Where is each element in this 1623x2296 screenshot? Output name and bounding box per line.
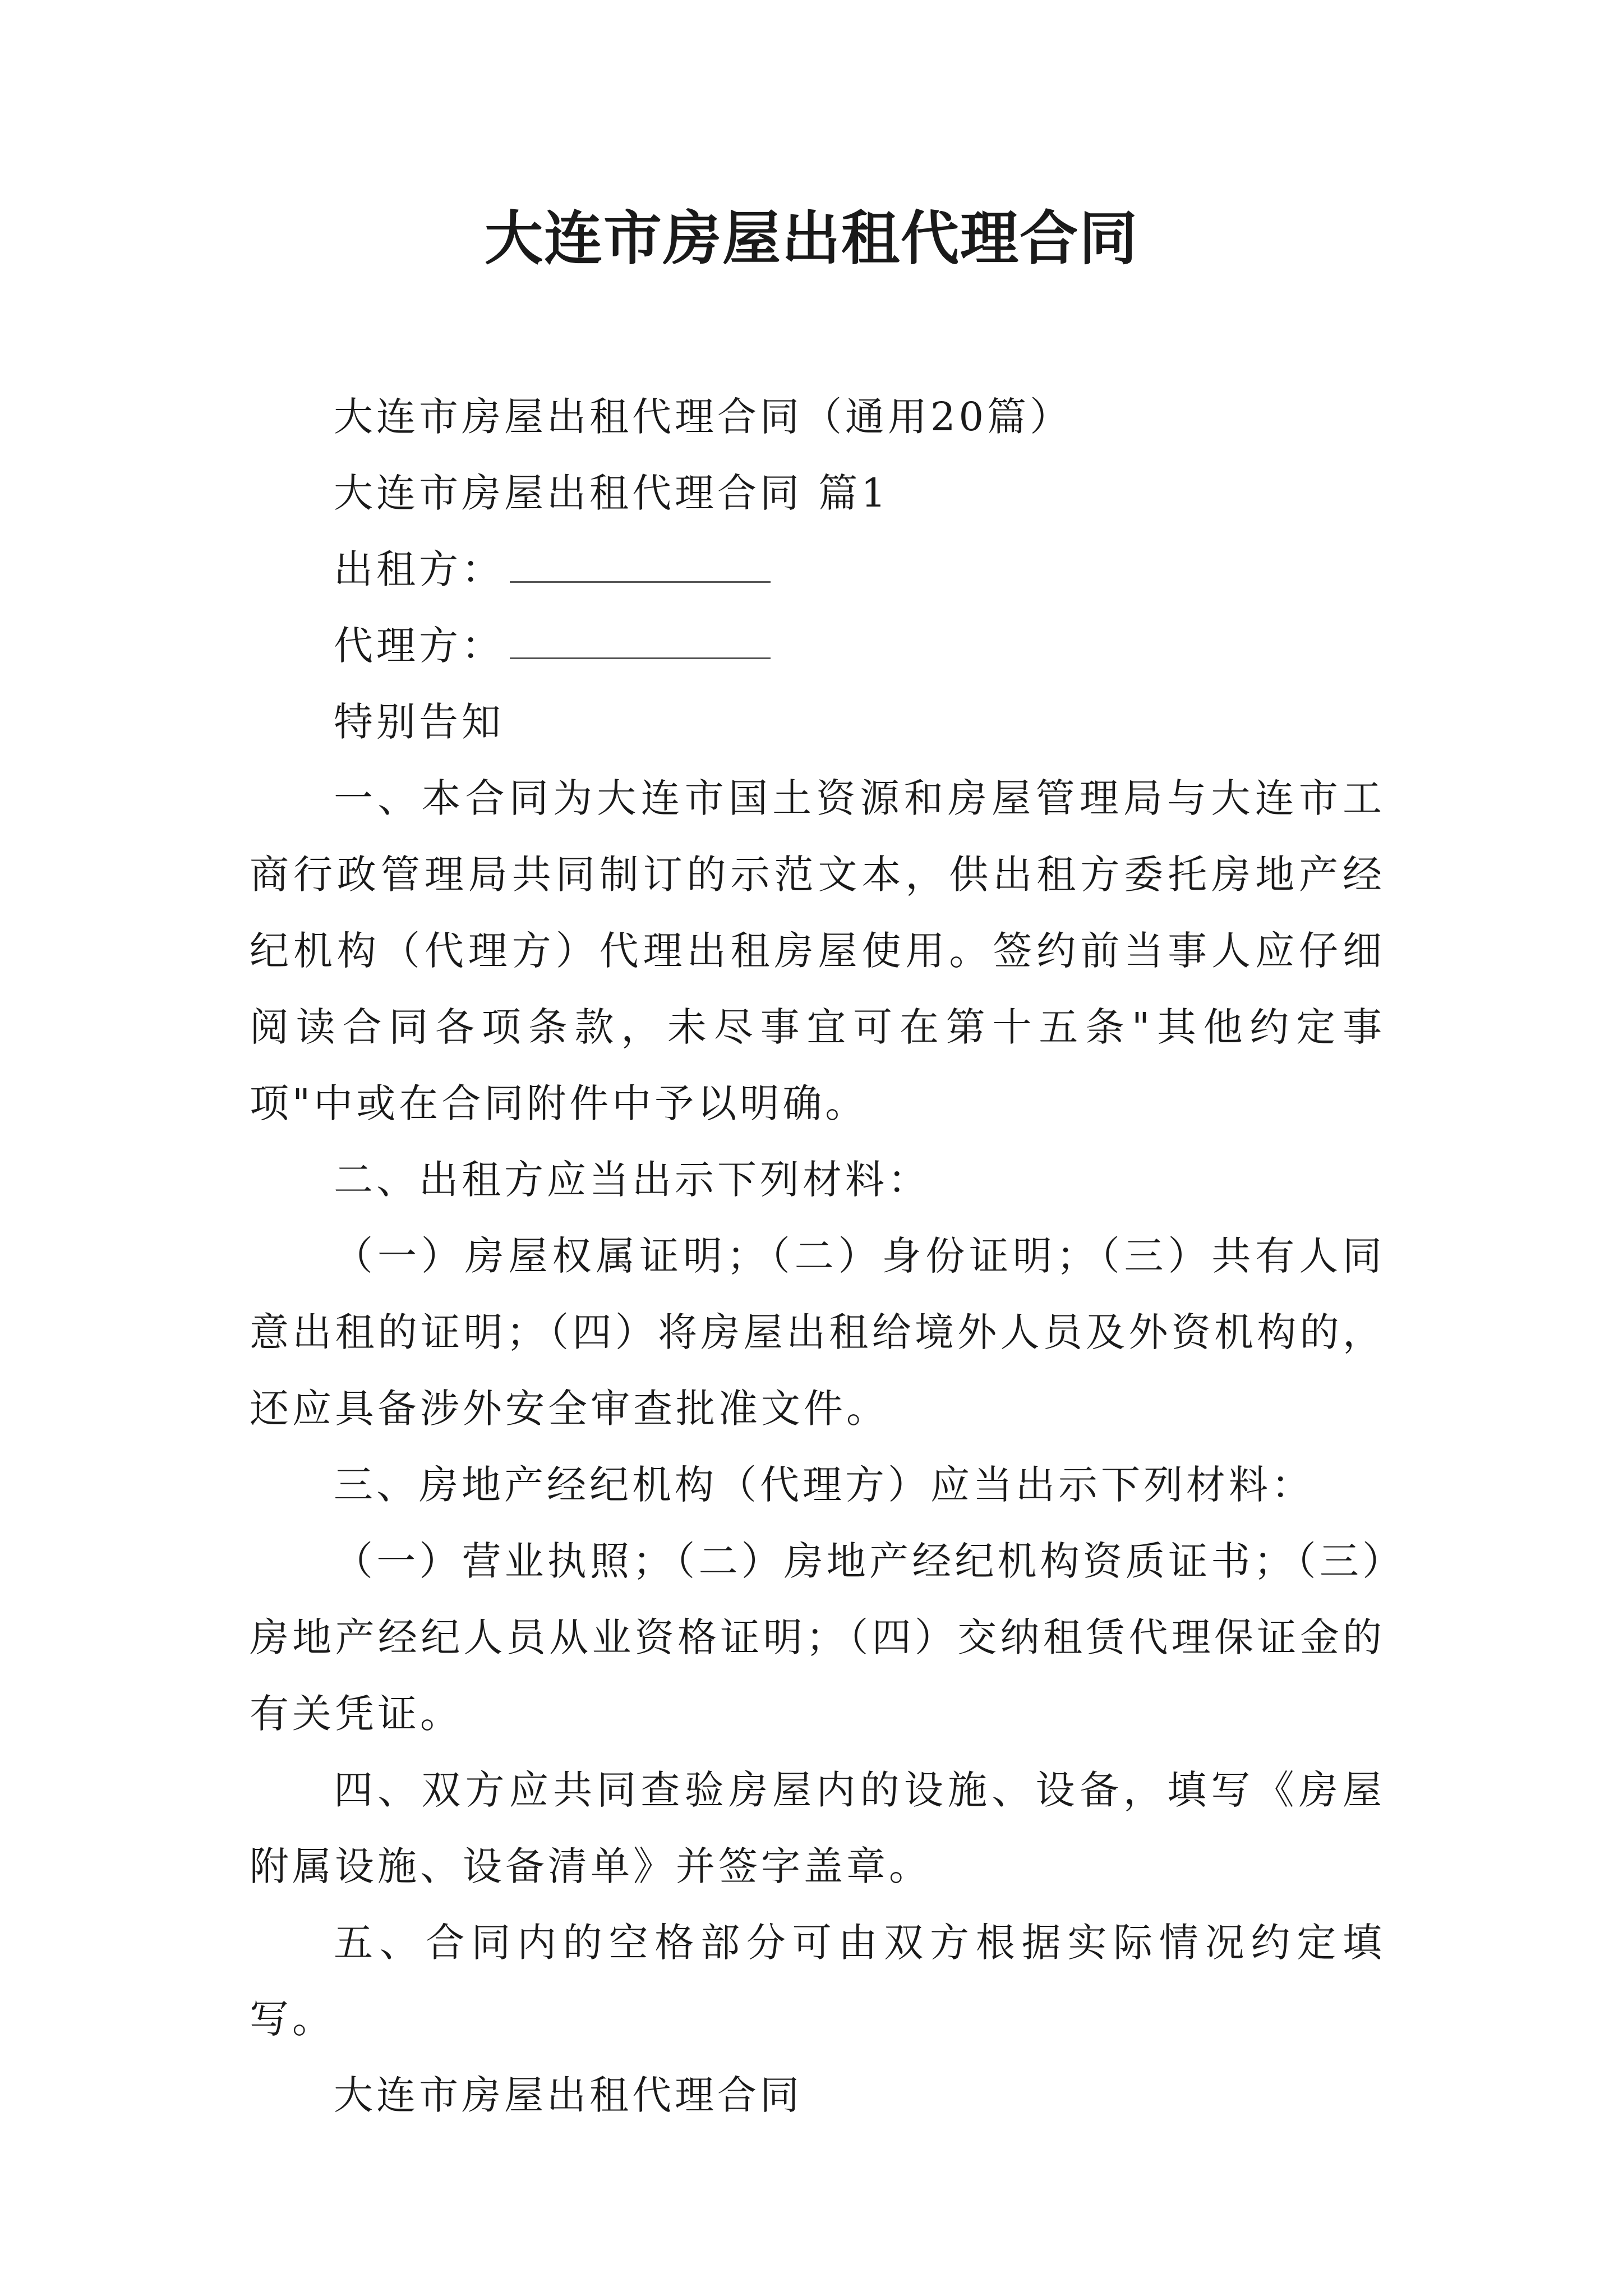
article-heading: 大连市房屋出租代理合同 篇1 bbox=[334, 470, 889, 516]
notice-item-2: 二、出租方应当出示下列材料： bbox=[334, 1157, 930, 1203]
document-subtitle: 大连市房屋出租代理合同（通用20篇） bbox=[334, 394, 1073, 440]
notice-item-2-detail: （一）房屋权属证明；（二）身份证明；（三）共有人同意出租的证明；（四）将房屋出租给境外人员及外资机构的，还应具备涉外安全审查批准文件。 bbox=[250, 1233, 1385, 1432]
lessor-blank bbox=[510, 547, 771, 583]
document-body bbox=[250, 379, 1385, 2133]
lessor-field bbox=[250, 531, 1385, 608]
lessor-label: 出租方： bbox=[334, 546, 504, 592]
agent-label: 代理方： bbox=[334, 623, 504, 669]
notice-heading: 特别告知 bbox=[334, 699, 504, 745]
notice-item-3-detail: （一）营业执照；（二）房地产经纪机构资质证书；（三）房地产经纪人员从业资格证明；（四）交纳租赁代理保证金的有关凭证。 bbox=[250, 1538, 1385, 1737]
agent-blank bbox=[510, 624, 771, 659]
document-title: 大连市房屋出租代理合同 bbox=[484, 204, 1138, 273]
contract-heading: 大连市房屋出租代理合同 bbox=[334, 2072, 803, 2118]
notice-item-3: 三、房地产经纪机构（代理方）应当出示下列材料： bbox=[334, 1462, 1314, 1508]
notice-item-5: 五、合同内的空格部分可由双方根据实际情况约定填写。 bbox=[250, 1920, 1385, 2042]
notice-item-4: 四、双方应共同查验房屋内的设施、设备，填写《房屋附属设施、设备清单》并签字盖章。 bbox=[250, 1767, 1385, 1889]
notice-item-1: 一、本合同为大连市国土资源和房屋管理局与大连市工商行政管理局共同制订的示范文本，供出租方委托房地产经纪机构（代理方）代理出租房屋使用。签约前当事人应仔细阅读合同各项条款，未尽事宜可在第十五条"其他约定事项"中或在合同附件中予以明确。 bbox=[250, 775, 1385, 1126]
agent-field bbox=[250, 608, 1385, 684]
